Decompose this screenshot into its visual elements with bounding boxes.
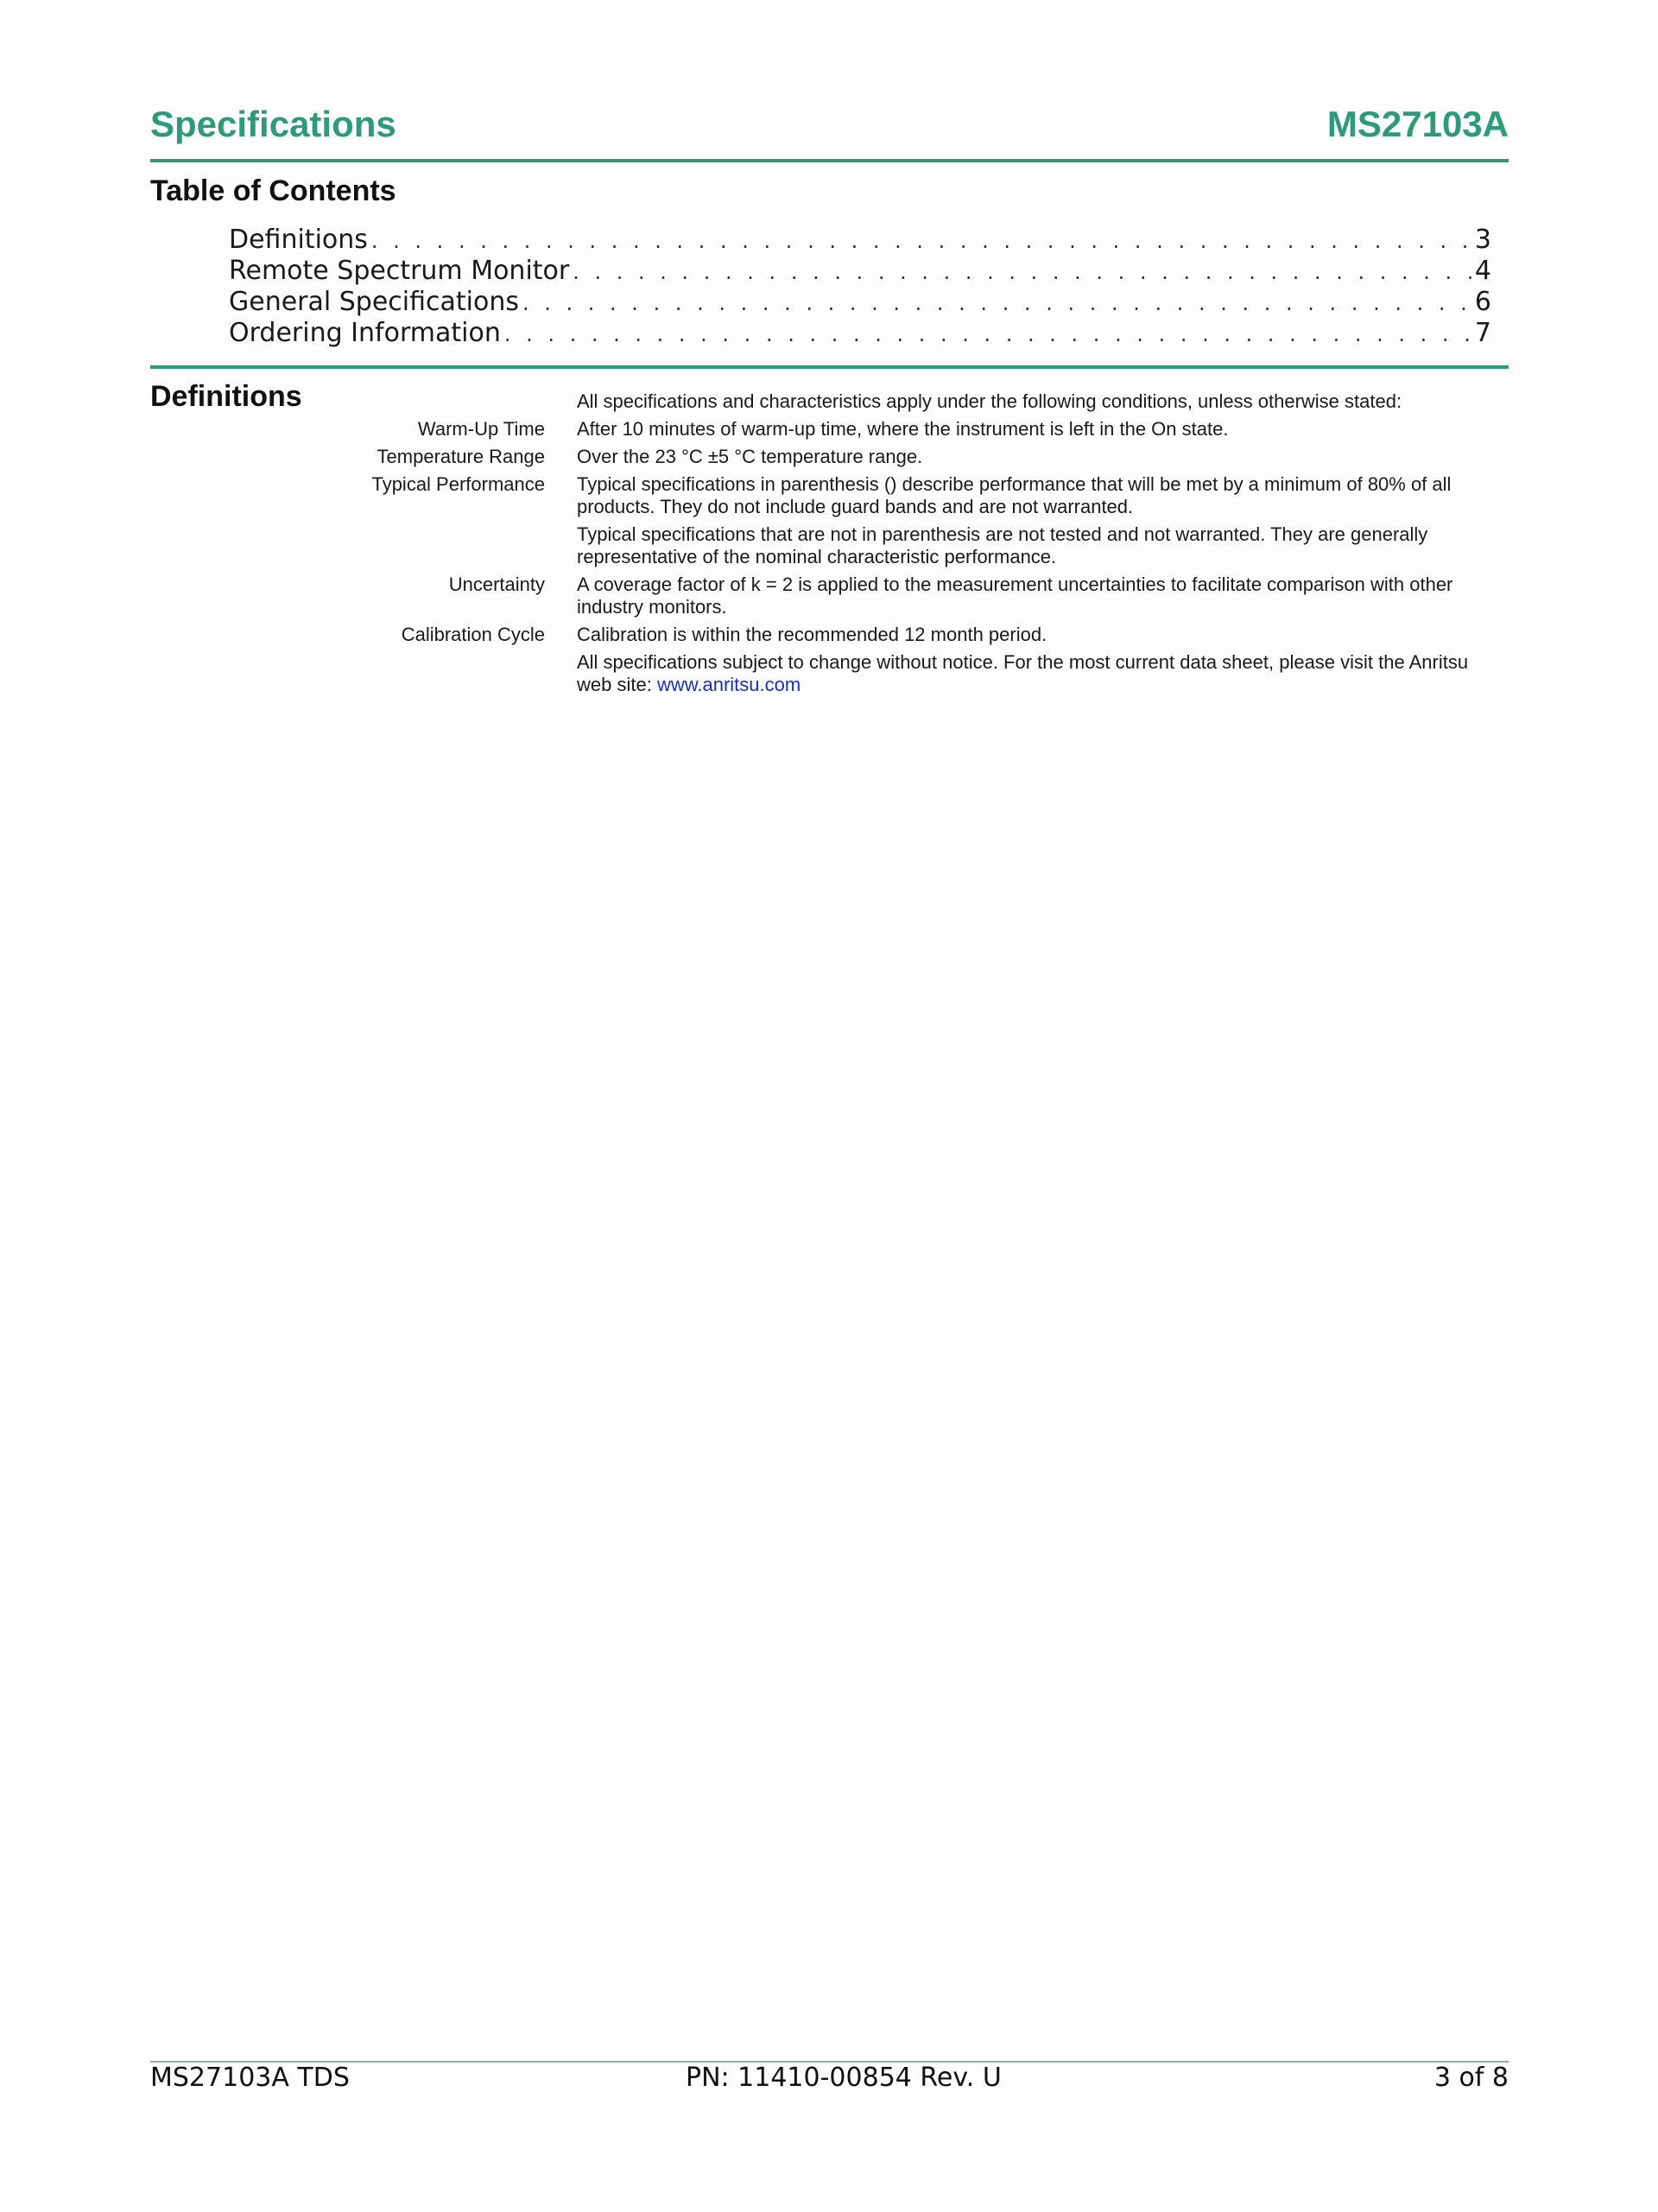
toc-heading: Table of Contents (150, 174, 396, 207)
toc-item-page: 7 (1474, 318, 1491, 348)
table-of-contents (229, 225, 1491, 349)
model-number: MS27103A (1326, 104, 1509, 144)
definition-description: All specifications and characteristics apply under the following conditions, unless otherwise stated: (577, 390, 1402, 412)
toc-leader (573, 260, 1471, 284)
definition-description: Calibration is within the recommended 12 month period. (577, 624, 1047, 645)
footer-document-name: MS27103A TDS (150, 2063, 350, 2093)
definition-term: Temperature Range (377, 446, 545, 467)
toc-item-definitions[interactable] (229, 225, 1491, 256)
notice-paragraph (577, 651, 1505, 701)
page-header (150, 104, 1509, 161)
toc-item-page: 6 (1474, 287, 1491, 317)
definition-row (150, 624, 1509, 651)
toc-leader (371, 229, 1471, 253)
definition-row (150, 418, 1509, 446)
toc-item-remote-spectrum-monitor[interactable] (229, 256, 1491, 287)
anritsu-website-link[interactable]: www.anritsu.com (656, 674, 801, 695)
toc-leader (504, 322, 1471, 346)
definition-row (150, 473, 1509, 523)
definition-term: Uncertainty (448, 574, 545, 595)
definition-description: A coverage factor of k = 2 is applied to the measurement uncertainties to facilitate comparison with other industry monitors. (577, 574, 1453, 618)
footer-page-number: 3 of 8 (1433, 2063, 1509, 2093)
page-footer (150, 2061, 1509, 2095)
definition-description: Typical specifications that are not in parenthesis are not tested and not warranted. They are generally representative of the nominal characteristic performance. (577, 523, 1428, 567)
definition-description: Over the 23 °C ±5 °C temperature range. (577, 446, 923, 467)
notice-text: All specifications subject to change without notice. For the most current data sheet, please visit the Anritsu web site: (577, 651, 1469, 695)
footer-part-number: PN: 11410-00854 Rev. U (686, 2063, 1002, 2093)
toc-leader (522, 291, 1471, 315)
definition-term: Calibration Cycle (401, 624, 545, 645)
definition-description: After 10 minutes of warm-up time, where the instrument is left in the On state. (577, 418, 1229, 440)
definition-row (150, 651, 1509, 701)
section-divider (150, 365, 1509, 369)
definitions-heading: Definitions (150, 380, 302, 413)
definition-term: Typical Performance (371, 473, 545, 495)
definitions-list (150, 390, 1509, 701)
definition-row (150, 446, 1509, 473)
definition-description: Typical specifications in parenthesis () describe performance that will be met by a minimum of 80% of all products. They do not include guard bands and are not warranted. (577, 473, 1452, 517)
definition-row (150, 390, 1509, 418)
page-title: Specifications (150, 104, 396, 144)
toc-item-label: Remote Spectrum Monitor (229, 256, 570, 286)
toc-item-page: 3 (1474, 225, 1491, 255)
definition-row (150, 523, 1509, 574)
toc-item-label: Definitions (229, 225, 368, 255)
toc-item-label: General Specifications (229, 287, 520, 317)
toc-item-page: 4 (1474, 256, 1491, 286)
definition-term: Warm-Up Time (417, 418, 545, 440)
header-divider (150, 159, 1509, 162)
definition-row (150, 574, 1509, 624)
toc-item-general-specifications[interactable] (229, 287, 1491, 318)
toc-item-ordering-information[interactable] (229, 318, 1491, 349)
toc-item-label: Ordering Information (229, 318, 501, 348)
page (150, 0, 1509, 2212)
